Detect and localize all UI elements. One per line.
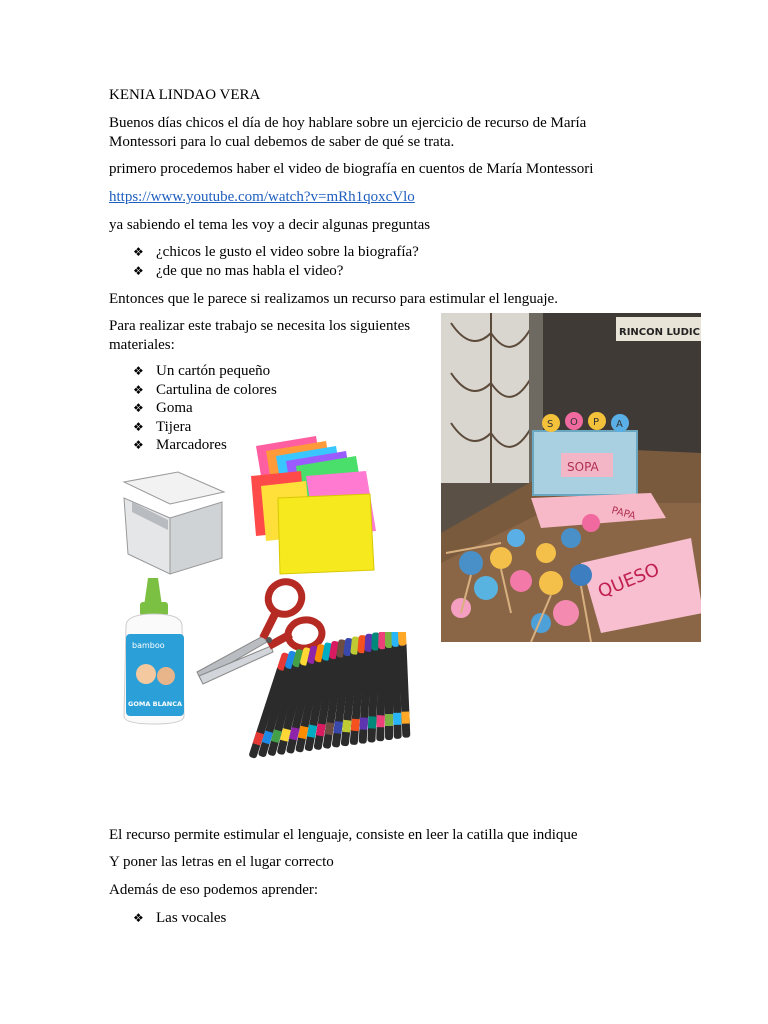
- photo-card-word: QUESO: [595, 559, 663, 603]
- list-item: ❖ Marcadores: [133, 437, 227, 454]
- svg-text:PAPA: PAPA: [610, 505, 637, 523]
- marker: [385, 632, 393, 740]
- bullet-icon: ❖: [133, 401, 144, 416]
- bullet-icon: ❖: [133, 364, 144, 378]
- list-item: ❖ Tijera: [133, 418, 192, 435]
- video-link[interactable]: https://www.youtube.com/watch?v=mRh1qoxcVlo: [109, 189, 415, 205]
- step-1-text: primero procedemos haber el video de biografía en cuentos de María Montessori: [109, 161, 594, 177]
- intro-line-2: Montessori para lo cual debemos de saber de qué se trata.: [109, 134, 455, 150]
- intro-line-1: Buenos días chicos el día de hoy hablare sobre un ejercicio de recurso de María: [109, 115, 587, 131]
- resource-desc-line-2: Y poner las letras en el lugar correcto: [109, 854, 334, 870]
- questions-intro: ya sabiendo el tema les voy a decir algunas preguntas: [109, 217, 431, 233]
- svg-text:S: S: [547, 419, 554, 430]
- bullet-icon: ❖: [133, 911, 144, 925]
- bullet-icon: ❖: [133, 245, 144, 259]
- classroom-photo: [441, 313, 701, 642]
- glue-bottle-image: [118, 576, 200, 726]
- questions-list: [133, 243, 419, 280]
- colored-paper-image: [246, 436, 382, 576]
- learn-intro: Además de eso podemos aprender:: [109, 882, 319, 898]
- resource-desc-line-1: El recurso permite estimular el lenguaje, consiste en leer la catilla que indique: [109, 827, 578, 843]
- glue-brand-text: bamboo: [132, 641, 165, 650]
- svg-text:A: A: [616, 419, 623, 430]
- materials-intro-line-2: materiales:: [109, 337, 175, 353]
- list-item: ❖ Goma: [133, 400, 193, 417]
- list-item: ❖ Cartulina de colores: [133, 381, 277, 398]
- photo-box-word: SOPA: [567, 460, 599, 474]
- list-item: ❖ Las vocales: [133, 910, 227, 926]
- glue-label-text: GOMA BLANCA: [128, 700, 182, 708]
- markers-image: [244, 632, 420, 766]
- materials-intro-line-1: Para realizar este trabajo se necesita los siguientes: [109, 318, 411, 334]
- bullet-icon: ❖: [133, 438, 144, 453]
- learn-list: [133, 909, 226, 928]
- bullet-icon: ❖: [133, 263, 144, 278]
- list-item: ❖ ¿de que no mas habla el video?: [133, 262, 344, 279]
- svg-text:P: P: [593, 417, 600, 428]
- list-item: ❖ Un cartón pequeño: [133, 363, 271, 379]
- proposal-text: Entonces que le parece si realizamos un recurso para estimular el lenguaje.: [109, 291, 558, 307]
- photo-sign-text: RINCON LUDIC: [619, 327, 700, 338]
- svg-text:O: O: [570, 417, 578, 428]
- author-name: KENIA LINDAO VERA: [109, 87, 261, 103]
- list-item: ❖ ¿chicos le gusto el video sobre la biografía?: [133, 244, 419, 260]
- cardboard-box-image: [118, 462, 228, 580]
- bullet-icon: ❖: [133, 419, 144, 434]
- bullet-icon: ❖: [133, 382, 144, 397]
